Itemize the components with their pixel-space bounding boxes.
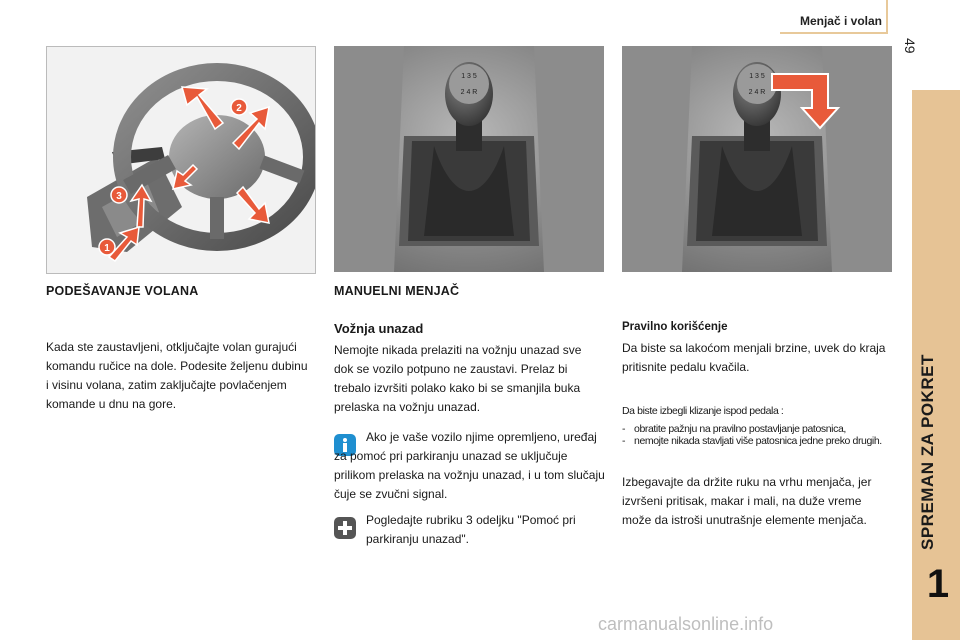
gear-knob-illustration bbox=[334, 46, 604, 272]
knob-top-label: 1 3 5 bbox=[461, 73, 477, 80]
gear-reverse-illustration bbox=[622, 46, 892, 272]
header-title: Menjač i volan bbox=[799, 14, 882, 28]
usage-title: Pravilno korišćenje bbox=[622, 321, 728, 333]
callout-1: 1 bbox=[104, 243, 110, 254]
info-note bbox=[334, 428, 606, 508]
plus-note bbox=[334, 511, 606, 551]
steering-body: Kada ste zaustavljeni, otključajte volan gurajući komandu ručice na dole. Podesite željenu dubinu i visinu volana, zatim zaključajte povlačenjem komande u dnu na gore. bbox=[46, 340, 308, 411]
page-number: 49 bbox=[902, 38, 918, 54]
chapter-tab-label: SPREMAN ZA POKRET bbox=[918, 354, 937, 550]
chapter-number: 1 bbox=[926, 562, 950, 606]
callout-3: 3 bbox=[116, 191, 122, 202]
reverse-title: Vožnja unazad bbox=[334, 321, 424, 336]
tip-item: - obratite pažnju na pravilno postavljanje patosnica, bbox=[622, 423, 846, 435]
steering-heading: PODEŠAVANJE VOLANA bbox=[46, 284, 199, 298]
gearbox-heading: MANUELNI MENJAČ bbox=[334, 284, 460, 298]
knob-bottom-label-2: 2 4 R bbox=[748, 89, 766, 96]
header-divider bbox=[780, 32, 888, 34]
tips-title: Da biste izbegli klizanje ispod pedala : bbox=[622, 405, 784, 417]
steering-adjustment-illustration bbox=[46, 46, 316, 274]
reverse-body: Nemojte nikada prelaziti na vožnju unazad sve dok se vozilo potpuno ne zaustavi. Prelaz bi trebalo izvršiti polako kako bi se smanjila buka prelaska na vožnju unazad. bbox=[334, 343, 582, 414]
usage-body: Da biste sa lakoćom menjali brzine, uvek do kraja pritisnite pedalu kvačila. bbox=[622, 341, 886, 374]
plus-note-text: Pogledajte rubriku 3 odeljku "Pomoć pri parkiranju unazad". bbox=[366, 513, 576, 546]
tips-list bbox=[622, 423, 894, 447]
callout-2: 2 bbox=[236, 103, 242, 114]
knob-bottom-label: 2 4 R bbox=[460, 89, 478, 96]
watermark: carmanualsonline.info bbox=[598, 614, 774, 634]
usage-footer: Izbegavajte da držite ruku na vrhu menjača, jer izvršeni pritisak, makar i mali, na duže vreme može da istroši unutrašnje elemente menjača. bbox=[622, 475, 872, 527]
info-note-text: Ako je vaše vozilo njime opremljeno, uređaj za pomoć pri parkiranju unazad se uključuje prilikom prelaska na vožnju unazad, i u tom slučaju čuje se zvučni signal. bbox=[334, 430, 605, 501]
plus-icon bbox=[334, 517, 356, 539]
header-tick bbox=[886, 0, 888, 34]
tip-item: - nemojte nikada stavljati više patosnica jedne preko drugih. bbox=[622, 435, 882, 447]
knob-top-label-2: 1 3 5 bbox=[749, 73, 765, 80]
